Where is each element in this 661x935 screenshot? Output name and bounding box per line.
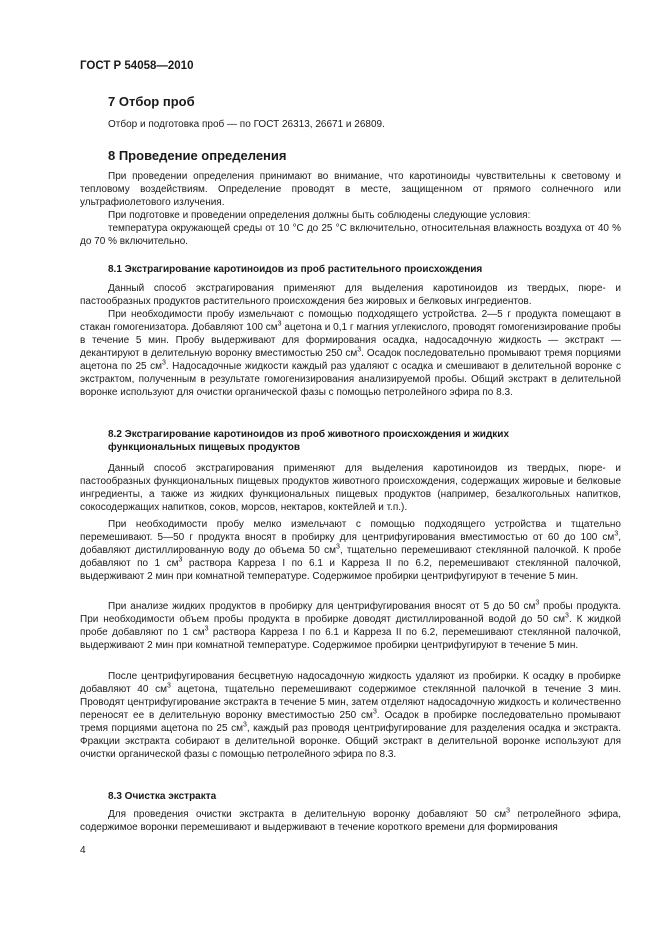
section-8-paragraph-1: При проведении определения принимают во внимание, что каротиноиды чувствительны к световому и тепловому воздействиям. Определение проводят в месте, защищенном от прямого солнечного или ультрафиолетового излучения. — [80, 171, 621, 208]
section-7-text: Отбор и подготовка проб — по ГОСТ 26313, 26671 и 26809. — [108, 119, 385, 130]
section-8-paragraph-3: температура окружающей среды от 10 °С до 25 °С включительно, относительная влажность воздуха от 40 % до 70 % включительно. — [80, 223, 621, 247]
section-8-1-paragraph-1: Данный способ экстрагирования применяют для выделения каротиноидов из твердых, пюре- и пастообразных продуктов растительного происхождения без жировых и белковых ингредиентов. — [80, 283, 621, 307]
document-header: ГОСТ Р 54058—2010 — [80, 60, 194, 72]
section-8-2-heading: 8.2 Экстрагирование каротиноидов из проб животного происхождения и жидких функциональных пищевых продуктов — [108, 429, 510, 453]
section-7-paragraph — [108, 118, 621, 131]
section-8-1-paragraph-2: При необходимости пробу измельчают с помощью подходящего устройства. 2—5 г продукта помещают в стакан гомогенизатора. Добавляют 100 $см^3$ ацетона и 0,1 г магния углекислого, проводят гомогенизирование пробы в течение 5 мин. Пробу выдерживают для формирования осадка, надосадочную жидкость — экстракт — декантируют в делительную воронку вместимостью 250 $см^3$. Осадок последовательно промывают тремя порциями ацетона по 25 $см^3$. Надосадочные жидкости каждый раз удаляют с осадка и смешивают в делительной воронке с экстрактом, полученным в результате гомогенизирования анализируемой пробы. Общий экстракт в делительной воронке используют для очистки органической фазы с помощью петролейного эфира по 8.3. — [80, 309, 621, 398]
section-7-heading: 7 Отбор проб — [108, 94, 195, 109]
page-number: 4 — [80, 845, 86, 856]
section-8-1-heading: 8.1 Экстрагирование каротиноидов из проб растительного происхождения — [108, 264, 483, 275]
section-8-2-paragraph-4: После центрифугирования бесцветную надосадочную жидкость удаляют из пробирки. К осадку в пробирке добавляют 40 $см^3$ ацетона, тщательно перемешивают содержимое стеклянной палочкой в течение 3 мин. Проводят центрифугирование экстракта в течение 5 мин, затем отделяют надосадочную жидкость и количественно переносят ее в делительную воронку вместимостью 250 $см^3$. Осадок в пробирке последовательно промывают тремя порциями ацетона по 25 $см^3$, каждый раз проводя центрифугирование для разделения осадка и экстракта. Фракции экстракта собирают в делительной воронке. Общий экстракт в делительной воронке используют для очистки органической фазы с помощью петролейного эфира по 8.3. — [80, 671, 621, 760]
section-8-2-paragraph-3: При анализе жидких продуктов в пробирку для центрифугирования вносят от 5 до 50 $см^3$ пробы продукта. При необходимости объем пробы продукта в пробирке доводят дистиллированной водой до 50 $см^3$. К жидкой пробе добавляют по 1 $см^3$ раствора Карреза I по 6.1 и Карреза II по 6.2, перемешивают стеклянной палочкой, выдерживают 2 мин при комнатной температуре. Содержимое пробирки центрифугируют в течение 5 мин. — [80, 599, 621, 651]
section-8-paragraph-2: При подготовке и проведении определения должны быть соблюдены следующие условия: — [108, 210, 531, 221]
section-8-3-heading: 8.3 Очистка экстракта — [108, 791, 217, 802]
section-8-2-paragraph-2: При необходимости пробу мелко измельчают с помощью подходящего устройства и тщательно перемешивают. 5—50 г продукта вносят в пробирку для центрифугирования вместимостью от 60 до 100 $см^3$, добавляют дистиллированную воду до объема 50 $см^3$, тщательно перемешивают стеклянной палочкой. К пробе добавляют по 1 $см^3$ раствора Карреза I по 6.1 и Карреза II по 6.2, перемешивают стеклянной палочкой, выдерживают 2 мин при комнатной температуре. Содержимое пробирки центрифугируют в течение 5 мин. — [80, 519, 622, 582]
section-8-heading: 8 Проведение определения — [108, 148, 287, 163]
section-8-2-paragraph-1: Данный способ экстрагирования применяют для выделения каротиноидов из твердых, пюре- и пастообразных функциональных пищевых продуктов животного происхождения, содержащих жировые и белковые ингредиенты, а также из жидких функциональных пищевых продуктов (например, безалкогольных напитков, сокосодержащих напитков, соков, морсов, нектаров, коктейлей и т.п.). — [80, 463, 621, 513]
section-8-3-paragraph-1: Для проведения очистки экстракта в делительную воронку добавляют 50 $см^3$ петролейного эфира, содержимое воронки перемешивают и выдерживают в течение короткого времени для формирования — [80, 807, 621, 833]
